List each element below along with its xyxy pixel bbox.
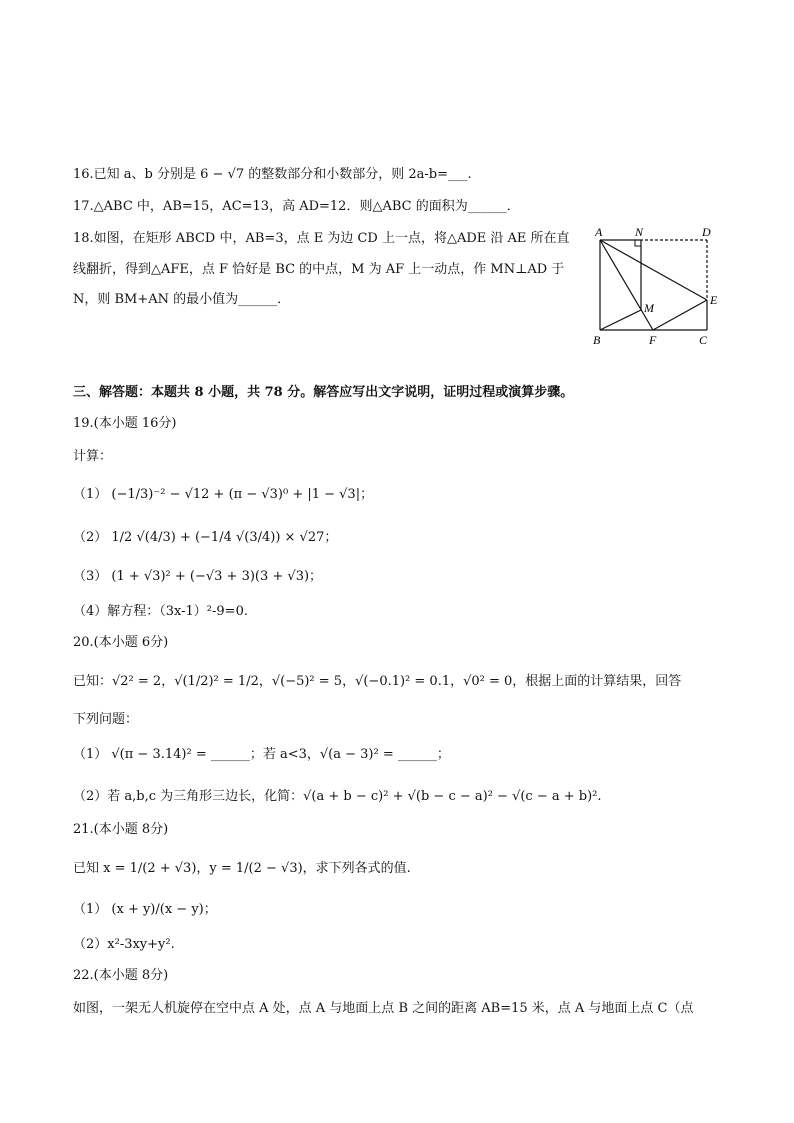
line-q22a: 如图，一架无人机旋停在空中点 A 处，点 A 与地面上点 B 之间的距离 AB=15 米，点 A 与地面上点 C（点 [73, 1001, 694, 1016]
line-q20a: 已知：√2² = 2，√(1/2)² = 1/2，√(−5)² = 5，√(−0.1)² = 0.1，√0² = 0，根据上面的计算结果，回答 [73, 674, 682, 689]
label-f: F [649, 333, 657, 347]
line-q20-2: （2）若 a,b,c 为三角形三边长，化简：√(a + b − c)² + √(b − c − a)² − √(c − a + b)². [73, 789, 602, 804]
label-c: C [699, 333, 708, 347]
line-q22: 22.(本小题 8分) [73, 968, 169, 983]
line-q19-1: （1） (−1/3)⁻² − √12 + (π − √3)⁰ + |1 − √3|； [73, 487, 374, 502]
rectangle-fold-figure [585, 222, 725, 352]
line-q19: 19.(本小题 16分) [73, 416, 177, 431]
label-m: M [644, 301, 654, 315]
line-q18a: 18.如图，在矩形 ABCD 中，AB=3，点 E 为边 CD 上一点，将△ADE 沿 AE 所在直 [73, 231, 570, 246]
section-heading: 三、解答题：本题共 8 小题，共 78 分。解答应写出文字说明，证明过程或演算步骤。 [73, 385, 574, 400]
line-q20: 20.(本小题 6分) [73, 635, 169, 650]
label-e: E [710, 293, 718, 307]
line-q18c: N，则 BM+AN 的最小值为______． [73, 292, 291, 307]
line-q19-2: （2） 1/2 √(4/3) + (−1/4 √(3/4)) × √27； [73, 530, 338, 545]
line-q20-1: （1） √(π − 3.14)² = ______；若 a<3，√(a − 3)² = ______； [73, 747, 450, 762]
label-d: D [702, 225, 711, 239]
line-q21-1: （1） (x + y)/(x − y)； [73, 902, 217, 917]
label-b: B [593, 333, 601, 347]
line-q20b: 下列问题： [73, 712, 139, 727]
label-n: N [635, 225, 644, 239]
line-q19-calc: 计算： [73, 449, 113, 464]
line-q19-4: （4）解方程：（3x-1）²-9=0. [73, 604, 248, 619]
line-q18b: 线翻折，得到△AFE，点 F 恰好是 BC 的中点，M 为 AF 上一动点，作 MN⊥AD 于 [73, 262, 565, 277]
label-a: A [595, 225, 603, 239]
line-q17: 17.△ABC 中，AB=15，AC=13，高 AD=12．则△ABC 的面积为______． [73, 199, 520, 214]
line-q21-2: （2）x²-3xy+y². [73, 937, 175, 952]
line-q19-3: （3） (1 + √3)² + (−√3 + 3)(3 + √3)； [73, 569, 323, 584]
line-q21: 21.(本小题 8分) [73, 822, 169, 837]
line-q16: 16.已知 a、b 分别是 6 − √7 的整数部分和小数部分，则 2a-b=___. [73, 167, 472, 182]
line-q21a: 已知 x = 1/(2 + √3)，y = 1/(2 − √3)，求下列各式的值. [73, 861, 411, 876]
